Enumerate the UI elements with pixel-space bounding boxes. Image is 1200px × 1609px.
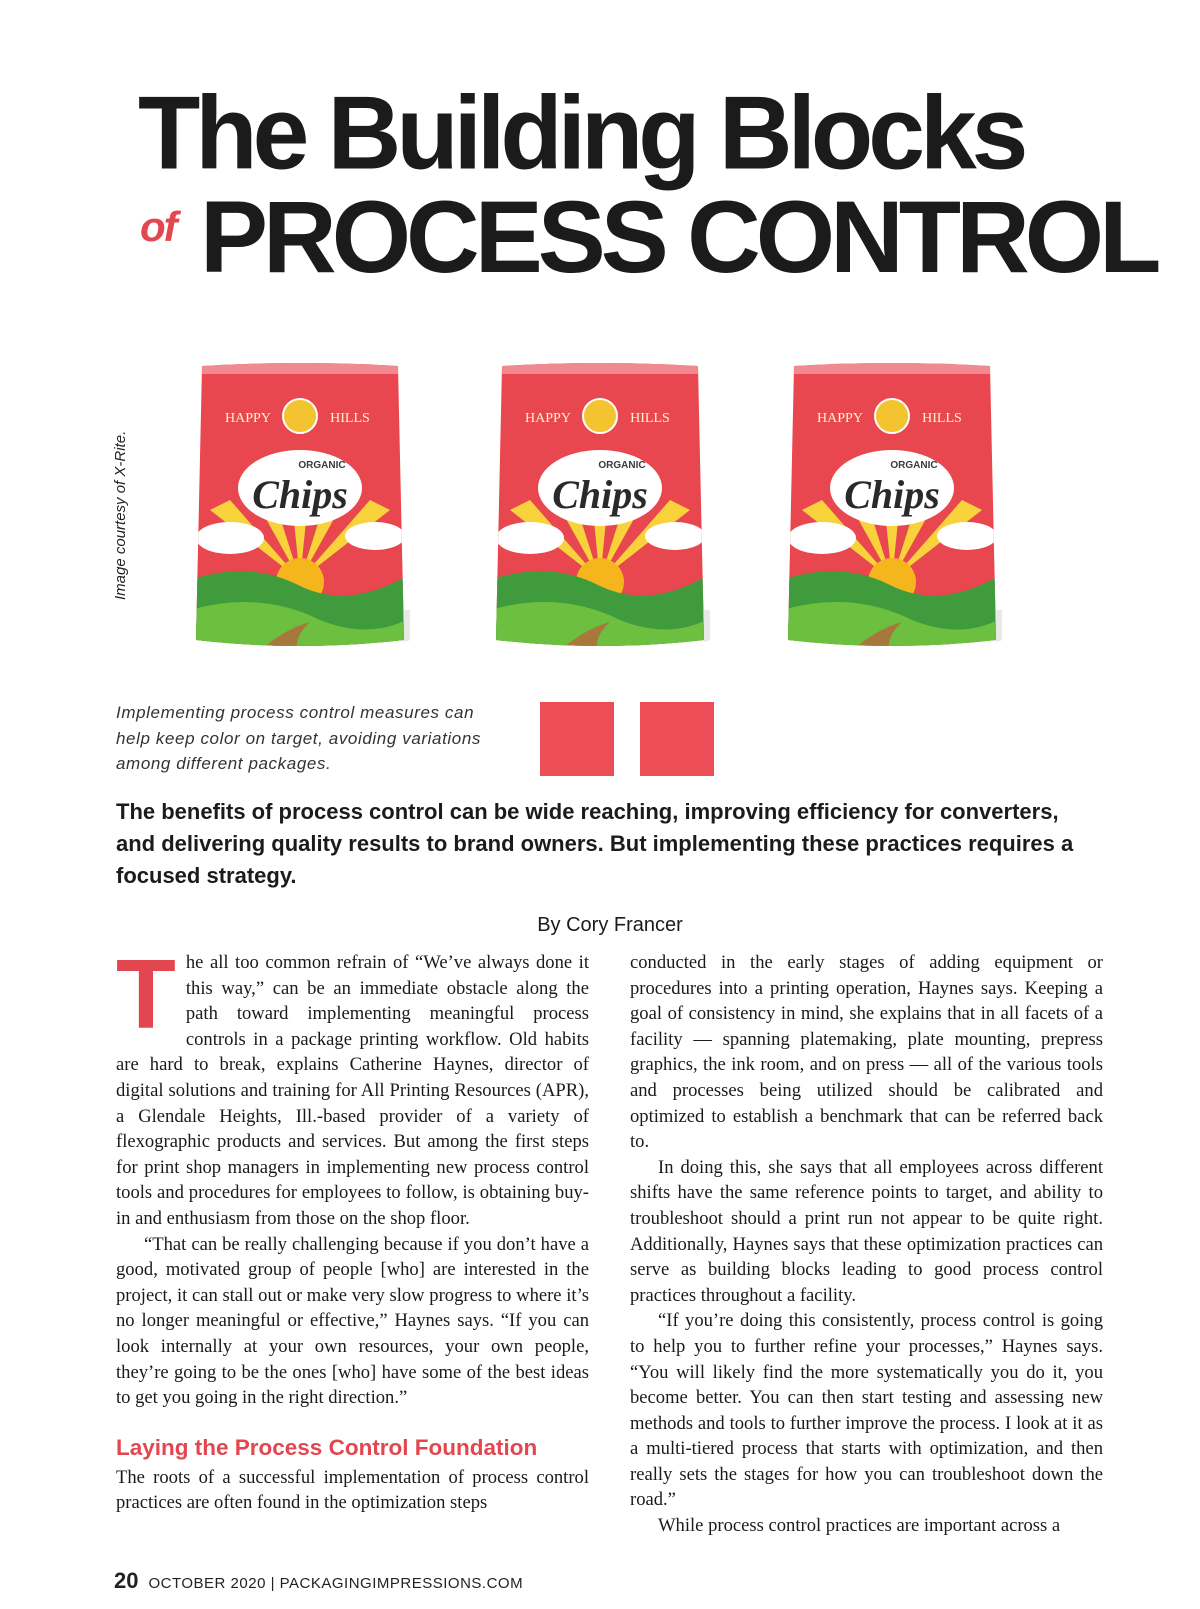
section-subhead: Laying the Process Control Foundation [116,1434,538,1460]
paragraph: In doing this, she says that all employees across different shifts have the same reference points to target, and ability to troubleshoot should a print run not appear to be quite right. Additionally, Haynes says that these optimization practices can serve as building blocks leading to good process control practices throughout a facility. [630,1156,1103,1306]
article-column-left [116,939,589,1516]
issue-info: OCTOBER 2020 | PACKAGINGIMPRESSIONS.COM [148,1575,524,1592]
article-deck: The benefits of process control can be wide reaching, improving efficiency for converters, and delivering quality results to brand owners. But implementing these practices requires a focused strategy. [116,799,1074,888]
bag-organic-label: ORGANIC [598,460,646,471]
bag-organic-label: ORGANIC [298,460,346,471]
color-swatch [540,702,614,776]
photo-caption: Implementing process control measures can help keep color on target, avoiding variations among different packages. [116,703,481,773]
bag-brand-right: HILLS [330,411,370,426]
paragraph: he all too common refrain of “We’ve always done it this way,” can be an immediate obstacle along the path toward implementing meaningful process controls in a package printing workflow. Old habits are hard to break, explains Catherine Haynes, director of digital solutions and training for All Printing Resources (APR), a Glendale Heights, Ill.-based provider of a variety of flexographic products and services. But among the first steps for print shop managers in implementing new process control tools and procedures for employees to follow, is obtaining buy-in and enthusiasm from those on the shop floor. [116,952,589,1229]
headline-of: of [140,203,176,250]
headline-line-1: The Building Blocks [138,74,1024,192]
bag-product-name: Chips [844,472,940,517]
page-number: 20 [114,1568,139,1593]
bag-product-name: Chips [552,472,648,517]
article-column-right [630,950,1103,1539]
chip-bag [490,360,710,660]
bag-brand-left: HAPPY [225,411,271,426]
byline: By Cory Francer [537,914,683,936]
image-credit: Image courtesy of X-Rite. [112,430,129,600]
paragraph: While process control practices are important across a [658,1515,1061,1537]
color-swatch [640,702,714,776]
paragraph: “If you’re doing this consistently, process control is going to help you to further refine your processes,” Haynes says. “You will likely find the more systematically you do it, you become better. You can then start testing and assessing new methods and tools to further improve the process. I look at it as a multi-tiered process that starts with optimization, and then really sets the stages for how you can troubleshoot down the road.” [630,1310,1103,1511]
paragraph: conducted in the early stages of adding equipment or procedures into a printing operation, Haynes says. Keeping a goal of consistency in mind, she explains that in all facets of a facility — spanning platemaking, plate mounting, prepress graphics, the ink room, and on press — all of the various tools and processes being utilized should be calibrated and optimized to establish a benchmark that can be referred back to. [630,952,1103,1153]
bag-organic-label: ORGANIC [890,460,938,471]
chip-bag [190,360,410,660]
drop-cap: T [116,939,176,1049]
bag-brand-right: HILLS [630,411,670,426]
bag-product-name: Chips [252,472,348,517]
chip-bag [782,360,1002,660]
bag-brand-left: HAPPY [525,411,571,426]
bag-brand-left: HAPPY [817,411,863,426]
page-footer [114,1568,523,1594]
chip-bags-illustration [190,360,1140,670]
bag-brand-right: HILLS [922,411,962,426]
paragraph: “That can be really challenging because if you don’t have a good, motivated group of people [who] are interested in the project, it can stall out or make very slow progress to where it’s no longer meaningful or effective,” Haynes says. “If you can look internally at your own resources, your own people, they’re going to be the ones [who] have some of the best ideas to get you going in the right direction.” [116,1233,589,1409]
headline-line-2: PROCESS CONTROL [200,180,1157,294]
paragraph: The roots of a successful implementation of process control practices are often found in the optimization steps [116,1466,589,1514]
